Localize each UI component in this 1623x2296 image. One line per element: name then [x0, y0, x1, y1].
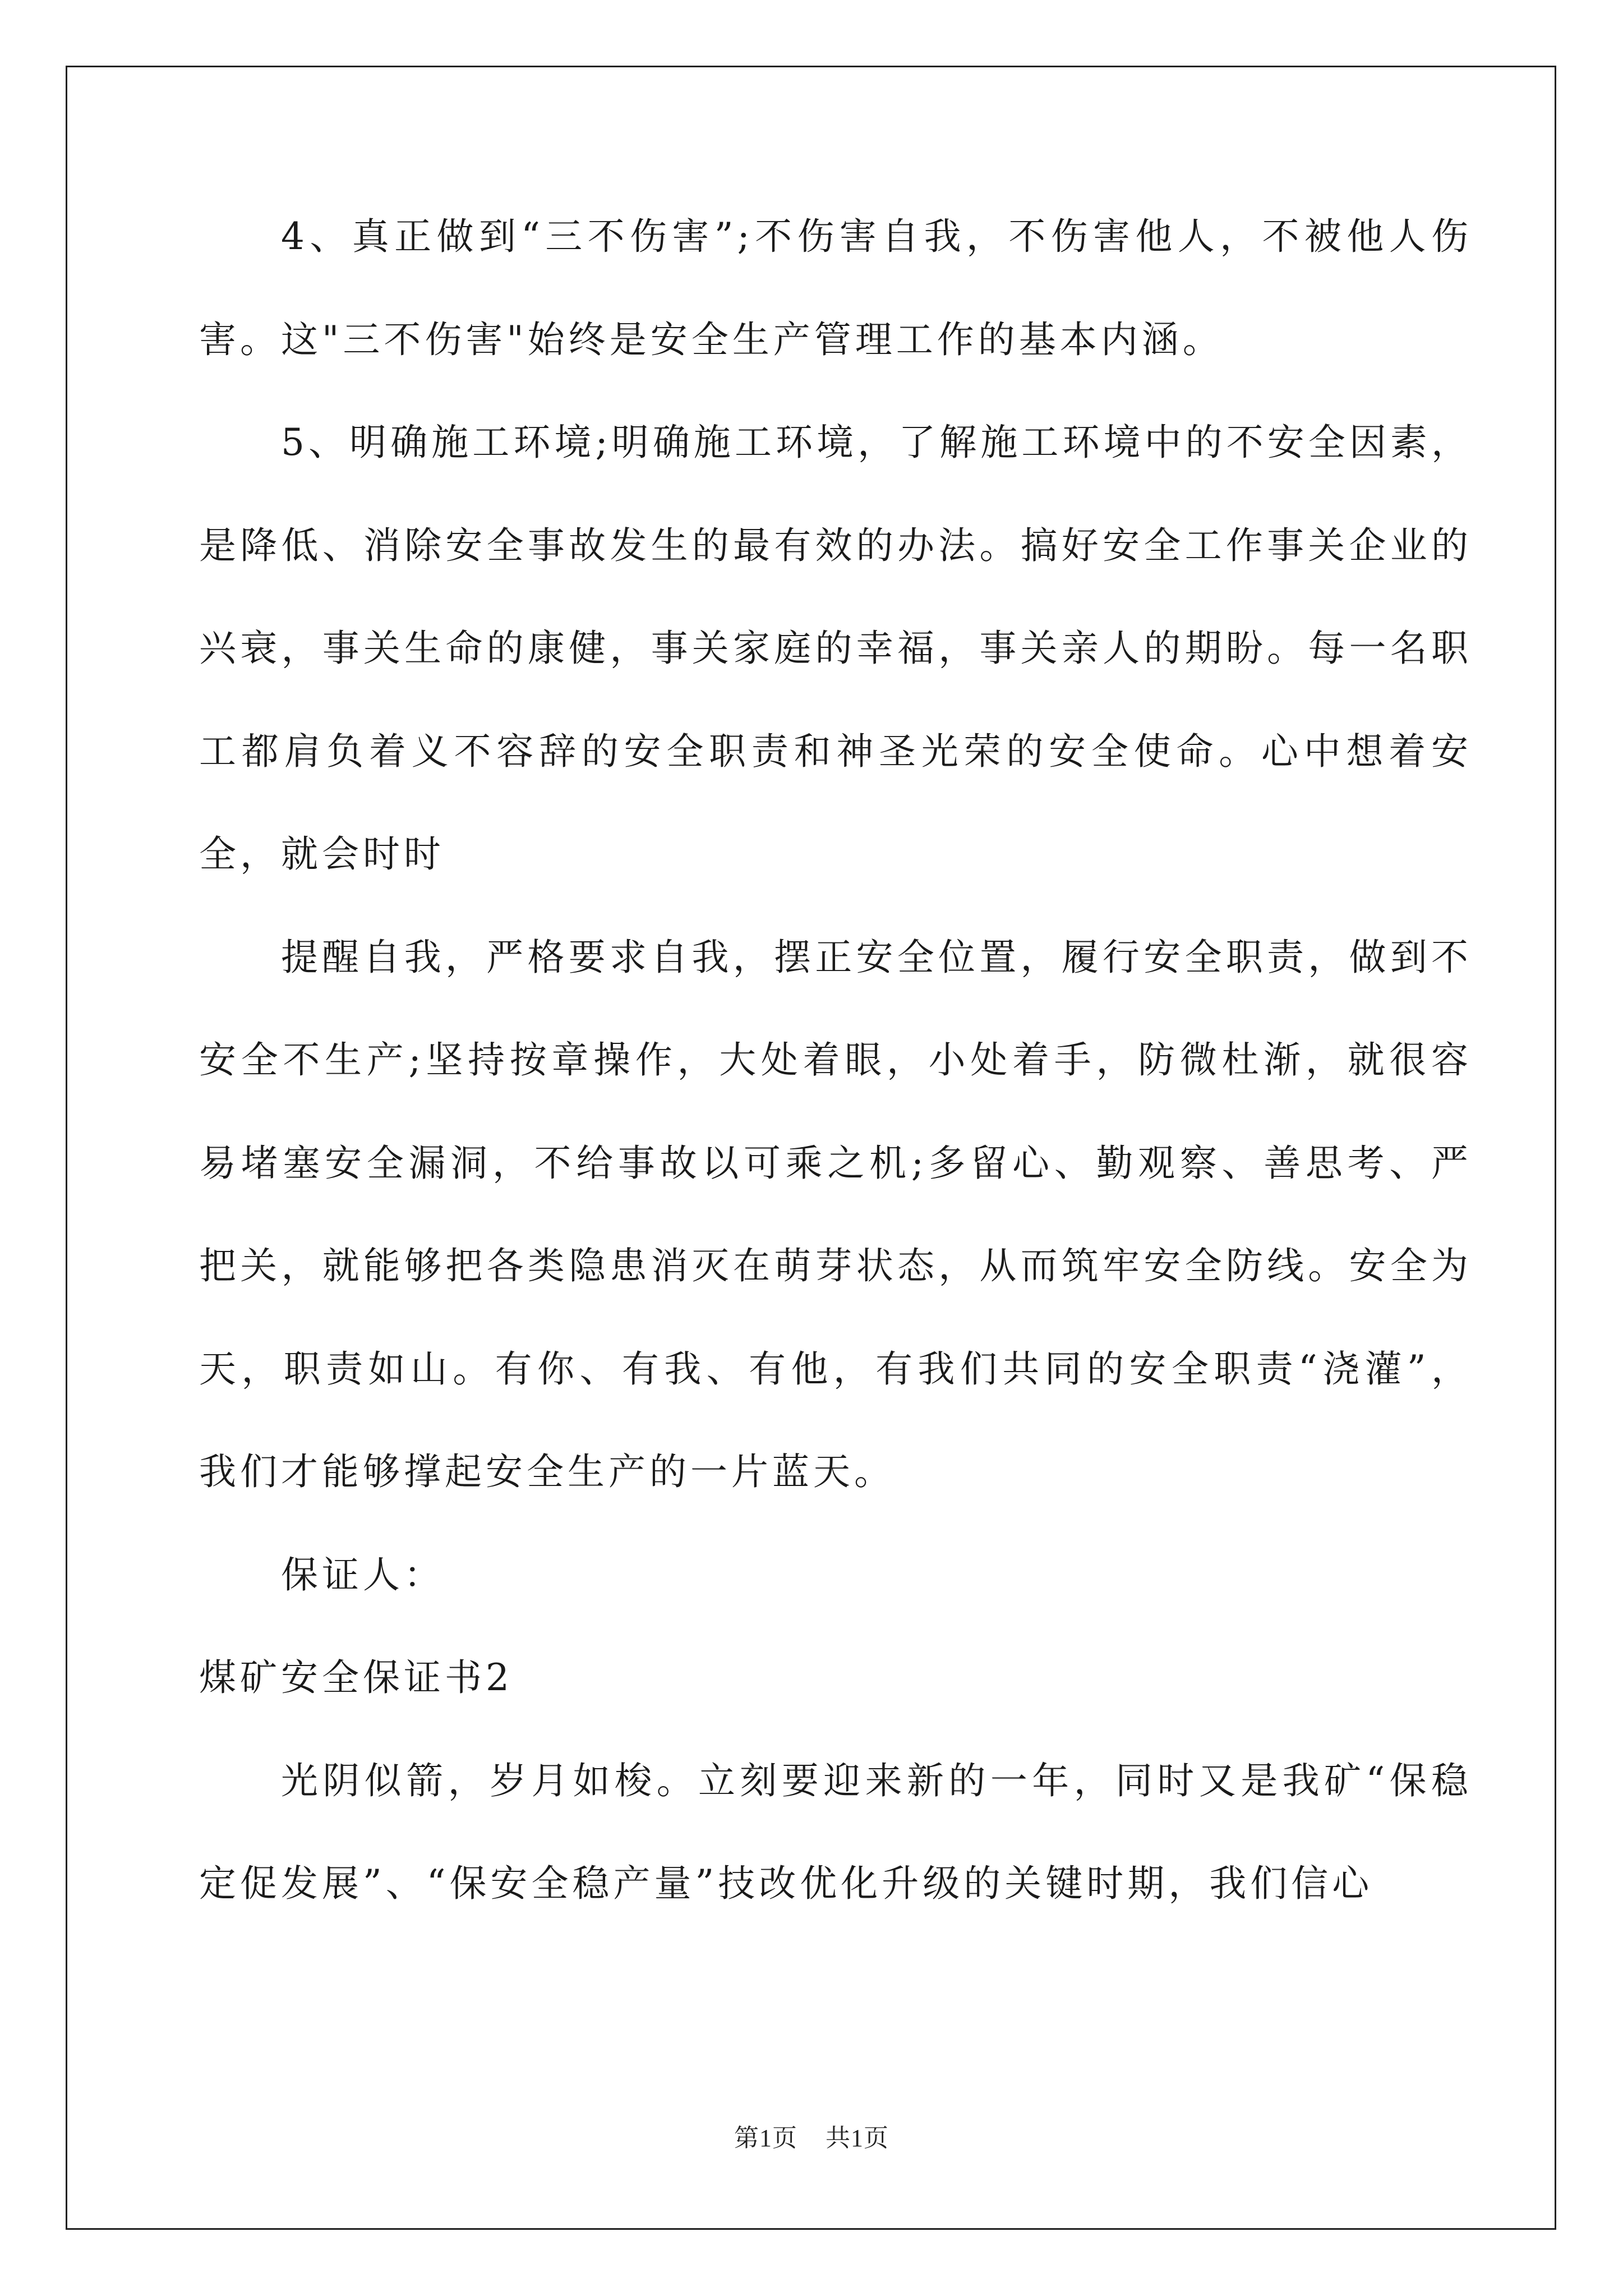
guarantor-label: 保证人：: [281, 1553, 445, 1596]
page-number: 第1页: [734, 2124, 797, 2152]
paragraph-continued: 提醒自我，严格要求自我，摆正安全位置，履行安全职责，做到不安全不生产;坚持按章操作，大处着眼，小处着手，防微杜渐，就很容易堵塞安全漏洞，不给事故以可乘之机;多留心、勤观察、善思考、严把关，就能够把各类隐患消灭在萌芽状态，从而筑牢安全防线。安全为天，职责如山。有你、有我、有他，有我们共同的安全职责“浇灌”，我们才能够撑起安全生产的一片蓝天。: [199, 935, 1472, 1493]
section-heading: 煤矿安全保证书2: [199, 1656, 513, 1699]
paragraph-item-4: 4、真正做到“三不伤害”;不伤害自我，不伤害他人，不被他人伤害。这"三不伤害"始终是安全生产管理工作的基本内涵。: [199, 215, 1472, 361]
paragraph-item-5: 5、明确施工环境;明确施工环境，了解施工环境中的不安全因素，是降低、消除安全事故发生的最有效的办法。搞好安全工作事关企业的兴衰，事关生命的康健，事关家庭的幸福，事关亲人的期盼。每一名职工都肩负着义不容辞的安全职责和神圣光荣的安全使命。心中想着安全，就会时时: [199, 421, 1472, 876]
page-total: 共1页: [826, 2124, 889, 2152]
document-body: [199, 185, 1472, 1935]
paragraph-intro: 光阴似箭，岁月如梭。立刻要迎来新的一年，同时又是我矿“保稳定促发展”、“保安全稳产量”技改优化升级的关键时期，我们信心: [199, 1759, 1472, 1905]
page-footer: [0, 2118, 1623, 2154]
